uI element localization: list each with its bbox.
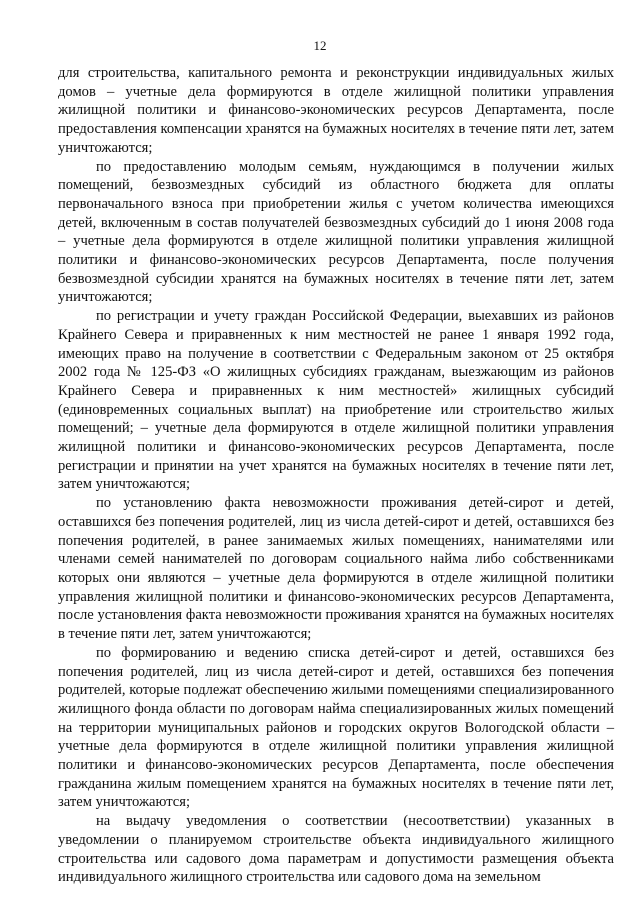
paragraph-orphans-list: по формированию и ведению списка детей-сирот и детей, оставшихся без попечения родителей, лиц из числа детей-сирот и детей, оставшихся без попечения родителей, которые подлежат обеспечению жилыми помещениями специализированного жилищного фонда области по договорам найма специализированных жилых помещений на территории муниципальных районов и городских округов Вологодской области – учетные дела формируются в отделе жилищной политики управления жилищной политики и финансово-экономических ресурсов Департамента, после обеспечения гражданина жилым помещением хранятся на бумажных носителях в течение пяти лет, затем уничтожаются; <box>58 644 614 811</box>
paragraph-orphans-impossibility: по установлению факта невозможности проживания детей-сирот и детей, оставшихся без попечения родителей, лиц из числа детей-сирот и детей, оставшихся без попечения родителей, в ранее занимаемых жилых помещениях, нанимателями или членами семей нанимателей по договорам социального найма либо собственниками которых они являются – учетные дела формируются в отделе жилищной политики управления жилищной политики и финансово-экономических ресурсов Департамента, после установления факта невозможности проживания хранятся на бумажных носителях в течение пяти лет, затем уничтожаются; <box>58 495 614 643</box>
document-body <box>58 64 614 887</box>
page-number: 12 <box>313 38 327 53</box>
paragraph-notification: на выдачу уведомления о соответствии (несоответствии) указанных в уведомлении о планируемом строительстве объекта индивидуального жилищного строительства или садового дома параметрам и допустимости размещения объекта индивидуального жилищного строительства или садового дома на земельном <box>58 813 614 886</box>
paragraph-far-north: по регистрации и учету граждан Российской Федерации, выехавших из районов Крайнего Севера и приравненных к ним местностей не ранее 1 января 1992 года, имеющих право на получение в соответствии с Федеральным законом от 25 октября 2002 года № 125-ФЗ «О жилищных субсидиях гражданам, выезжающим из районов Крайнего Севера и приравненных к ним местностей» жилищных субсидий (единовременных социальных выплат) на приобретение или строительство жилых помещений; – учетные дела формируются в отделе жилищной политики управления жилищной политики и финансово-экономических ресурсов Департамента, после регистрации и принятии на учет хранятся на бумажных носителях в течение пяти лет, затем уничтожаются; <box>58 308 614 493</box>
paragraph-young-families: по предоставлению молодым семьям, нуждающимся в получении жилых помещений, безвозмездных субсидий из областного бюджета для оплаты первоначального взноса при приобретении жилья с учетом количества имеющихся детей, включенным в состав получателей безвозмездных субсидий до 1 июня 2008 года – учетные дела формируются в отделе жилищной политики управления жилищной политики и финансово-экономических ресурсов Департамента, после получения безвозмездной субсидии хранятся на бумажных носителях в течение пяти лет, затем уничтожаются; <box>58 158 614 306</box>
paragraph-continuation: для строительства, капитального ремонта и реконструкции индивидуальных жилых домов – учетные дела формируются в отделе жилищной политики управления жилищной политики и финансово-экономических ресурсов Департамента, после предоставления компенсации хранятся на бумажных носителях в течение пяти лет, затем уничтожаются; <box>58 65 614 156</box>
